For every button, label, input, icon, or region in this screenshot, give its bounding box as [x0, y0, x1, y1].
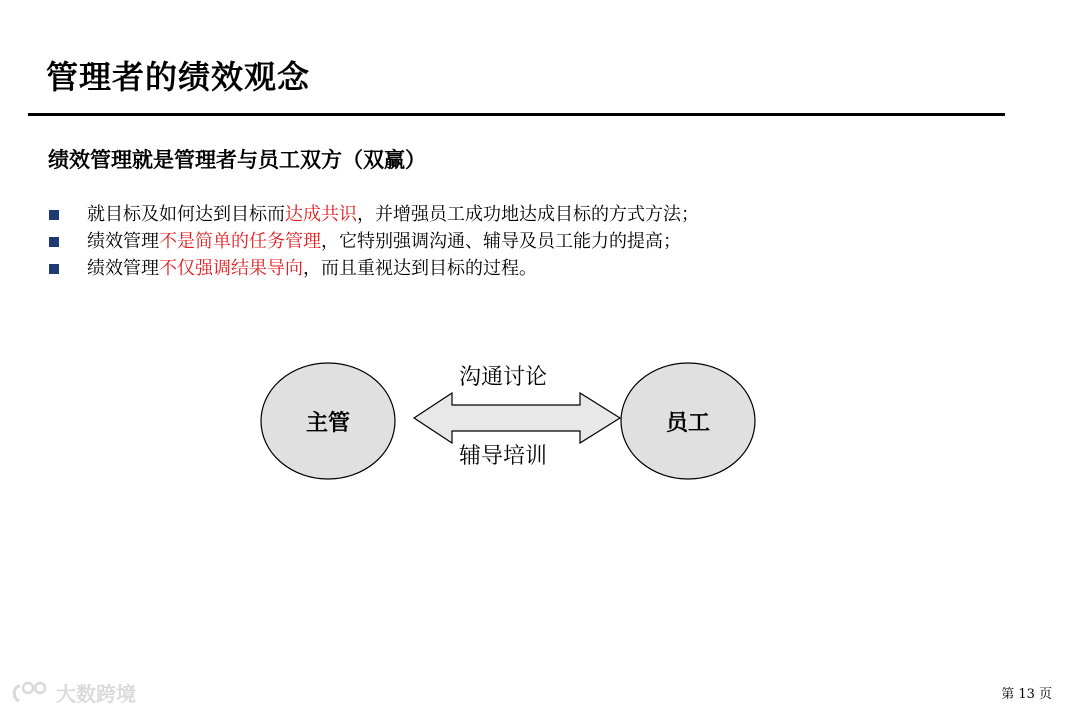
bullet-list	[46, 201, 699, 282]
bullet-item-1	[46, 201, 699, 228]
title-divider	[28, 113, 1005, 116]
communication-diagram	[250, 352, 770, 492]
watermark	[10, 678, 136, 707]
bullet-item-2	[46, 228, 699, 255]
top-arrow-label: 沟通讨论	[458, 365, 548, 390]
bullet-item-3	[46, 255, 699, 282]
watermark-text: 大数跨境	[56, 682, 136, 706]
bullet-highlight-1: 达成共识	[285, 204, 357, 225]
slide-title: 管理者的绩效观念	[46, 58, 311, 96]
bullet-text-3: 绩效管理不仅强调结果导向，而且重视达到目标的过程。	[87, 258, 537, 279]
bullet-highlight-2: 不是简单的任务管理	[159, 231, 321, 252]
double-arrow	[414, 393, 620, 443]
watermark-logo-icon	[10, 680, 50, 706]
employee-node-label: 员工	[665, 411, 711, 436]
square-bullet-icon	[49, 237, 59, 247]
square-bullet-icon	[49, 264, 59, 274]
square-bullet-icon	[49, 210, 59, 220]
bullet-text-2: 绩效管理不是简单的任务管理，它特别强调沟通、辅导及员工能力的提高；	[87, 231, 681, 252]
bullet-text-1: 就目标及如何达到目标而达成共识，并增强员工成功地达成目标的方式方法；	[87, 204, 699, 225]
slide-subtitle: 绩效管理就是管理者与员工双方（双赢）	[48, 147, 426, 172]
bottom-arrow-label: 辅导培训	[458, 444, 548, 469]
bullet-highlight-3: 不仅强调结果导向	[159, 258, 303, 279]
page-number: 第 13 页	[1001, 687, 1052, 702]
manager-node-label: 主管	[305, 411, 351, 436]
